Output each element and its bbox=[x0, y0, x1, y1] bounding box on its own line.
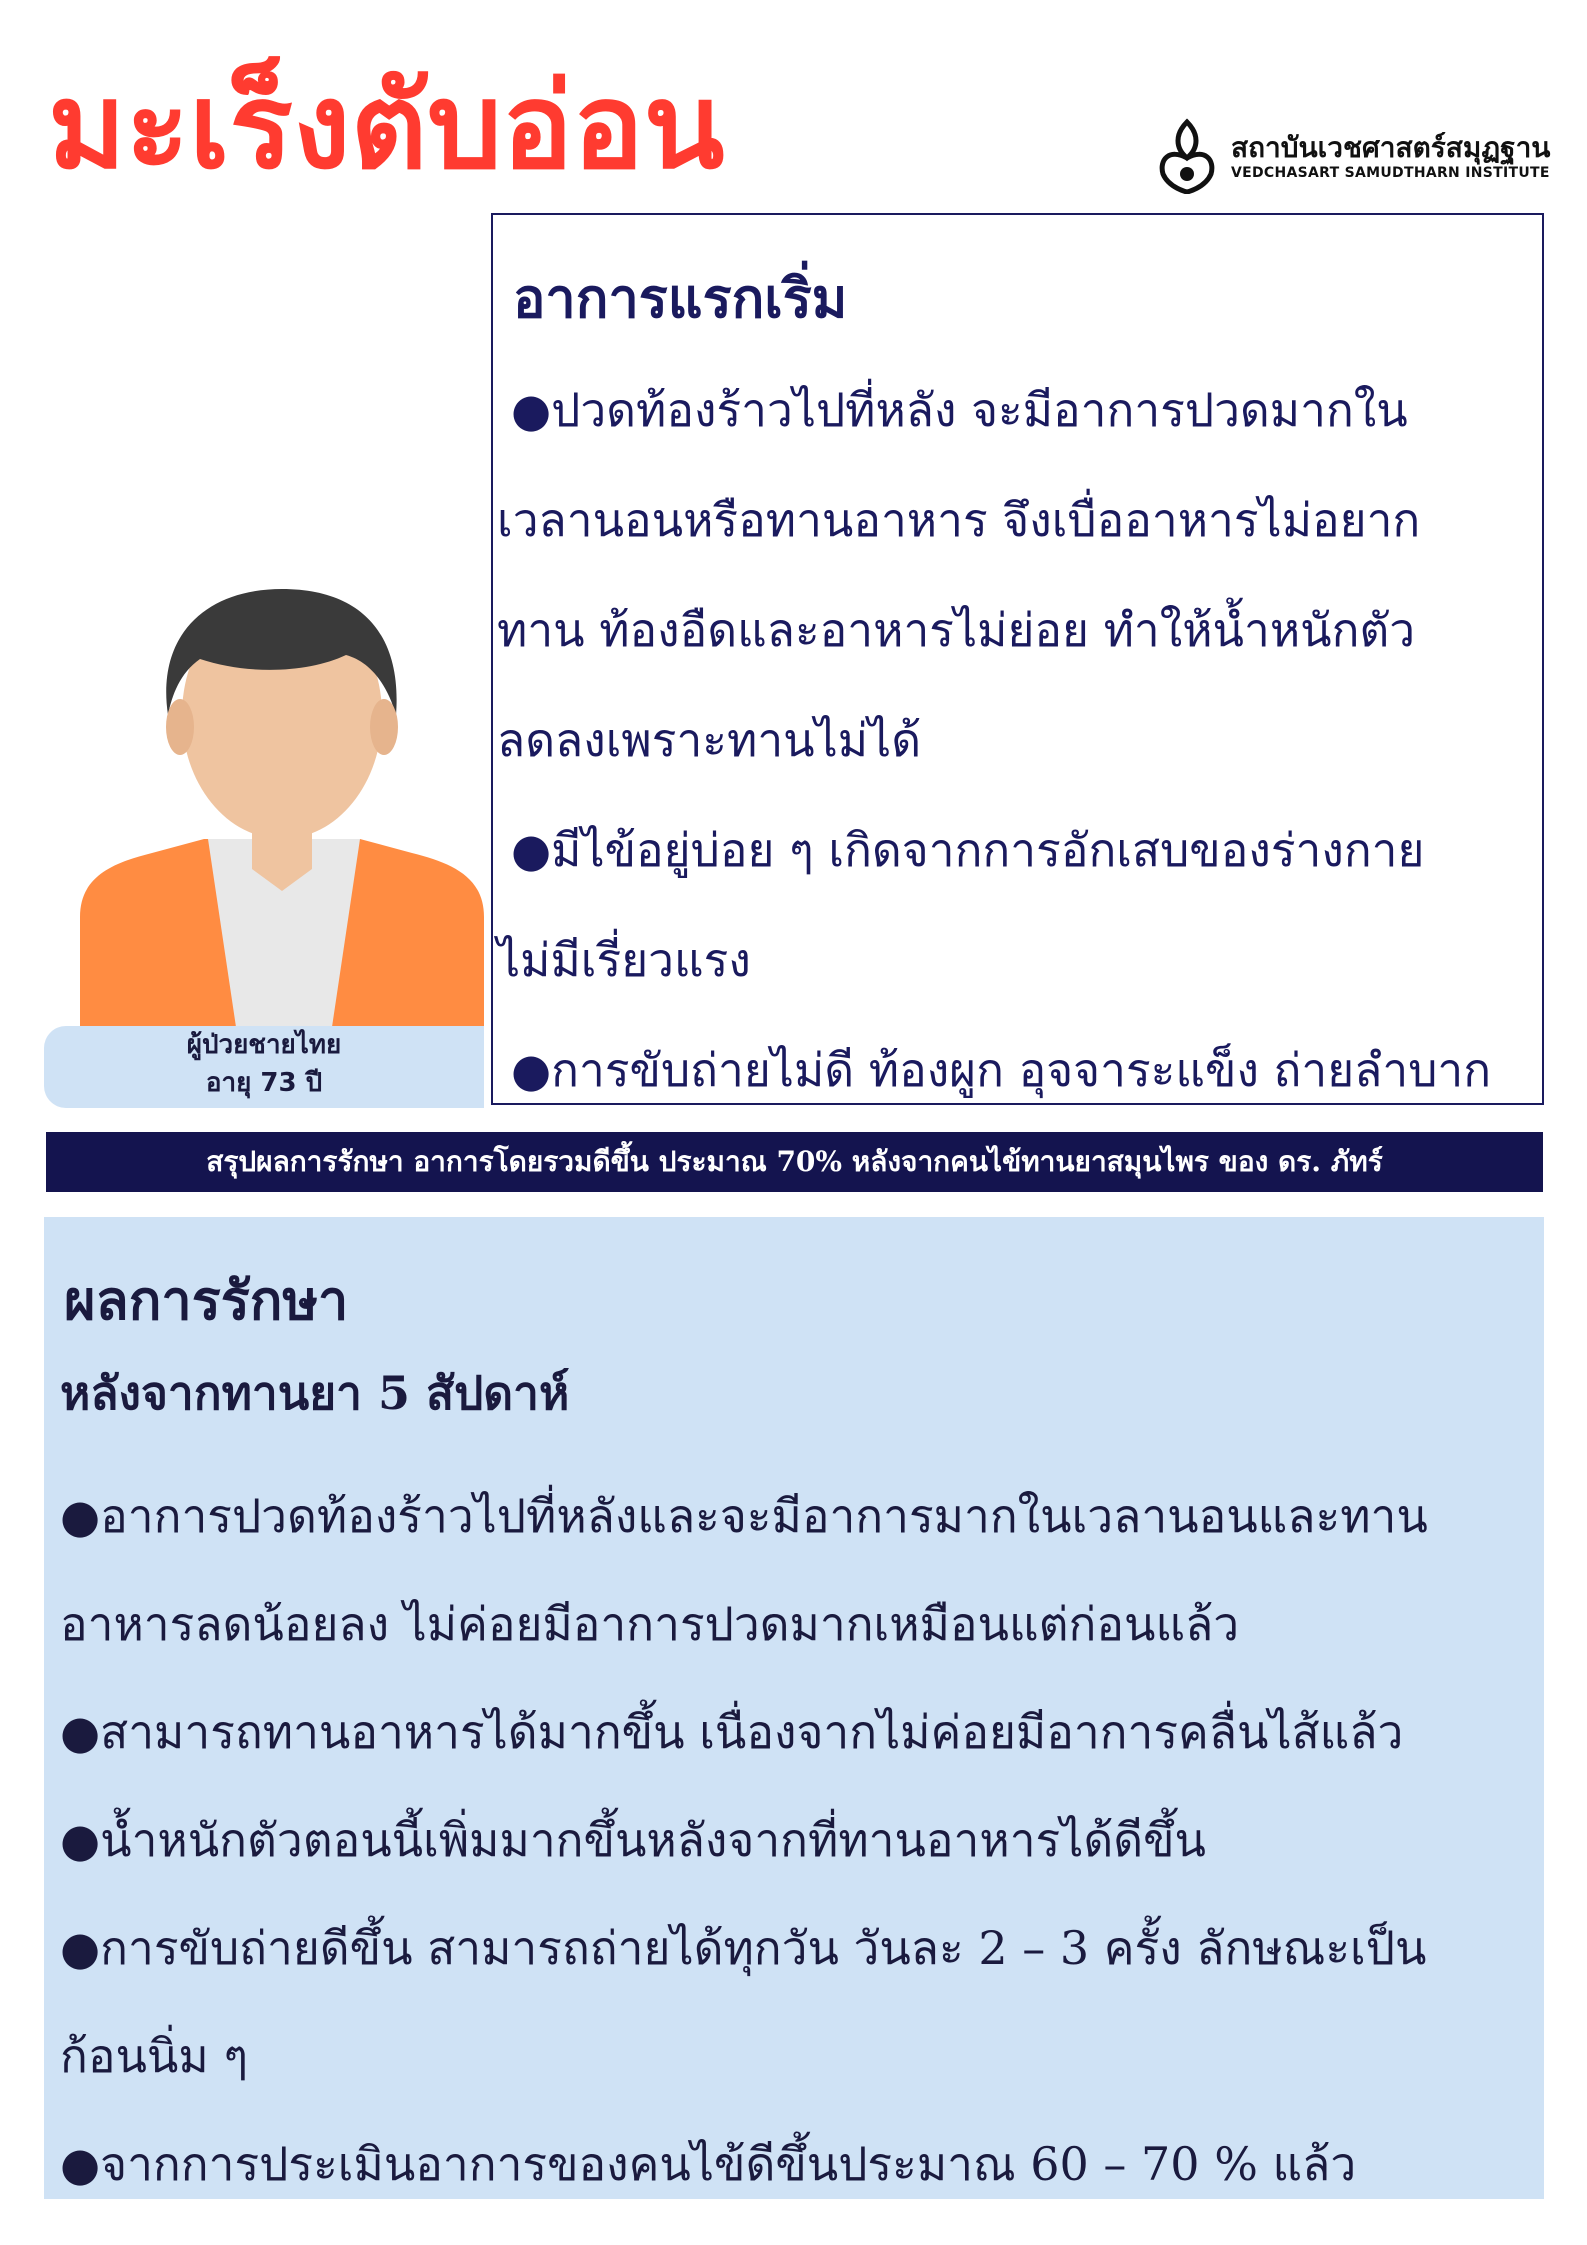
results-heading: ผลการรักษา bbox=[64, 1268, 349, 1332]
symptoms-heading: อาการแรกเริ่ม bbox=[513, 266, 848, 330]
symptoms-list bbox=[493, 355, 1544, 1105]
symptom-line: ลดลงเพราะทานไม่ได้ bbox=[497, 713, 922, 767]
treatment-results-panel bbox=[44, 1217, 1544, 2199]
logo-name-th: สถาบันเวชศาสตร์สมุฏฐาน bbox=[1231, 131, 1551, 165]
result-line: ●การขับถ่ายดีขึ้น สามารถถ่ายได้ทุกวัน วันละ 2 – 3 ครั้ง ลักษณะเป็น bbox=[60, 1921, 1427, 1975]
symptom-line: ●มีไข้อยู่บ่อย ๆ เกิดจากการอักเสบของร่างกาย bbox=[511, 823, 1425, 877]
institute-logo bbox=[1155, 118, 1550, 194]
symptom-line: ไม่มีเรี่ยวแรง bbox=[497, 933, 751, 987]
patient-avatar-icon bbox=[72, 577, 492, 1027]
patient-info-label bbox=[44, 1026, 484, 1108]
patient-age: อายุ 73 ปี bbox=[205, 1068, 323, 1098]
results-subheading: หลังจากทานยา 5 สัปดาห์ bbox=[60, 1366, 570, 1420]
logo-name-en: VEDCHASART SAMUDTHARN INSTITUTE bbox=[1231, 164, 1550, 181]
symptom-line: เวลานอนหรือทานอาหาร จึงเบื่ออาหารไม่อยาก bbox=[497, 493, 1421, 547]
result-line: ●จากการประเมินอาการของคนไข้ดีขึ้นประมาณ 60 – 70 % แล้ว bbox=[60, 2137, 1357, 2191]
result-line: ●อาการปวดท้องร้าวไปที่หลังและจะมีอาการมากในเวลานอนและทาน bbox=[60, 1489, 1428, 1543]
initial-symptoms-box bbox=[491, 213, 1544, 1105]
symptom-line: ●ปวดท้องร้าวไปที่หลัง จะมีอาการปวดมากใน bbox=[511, 383, 1408, 437]
result-line: ●สามารถทานอาหารได้มากขึ้น เนื่องจากไม่ค่อยมีอาการคลื่นไส้แล้ว bbox=[60, 1705, 1404, 1759]
treatment-summary-bar: สรุปผลการรักษา อาการโดยรวมดีขึ้น ประมาณ 70% หลังจากคนไข้ทานยาสมุนไพร ของ ดร. ภัทร์ bbox=[46, 1132, 1543, 1192]
symptom-line: ●การขับถ่ายไม่ดี ท้องผูก อุจจาระแข็ง ถ่ายลำบาก bbox=[511, 1043, 1492, 1097]
lotus-logo-icon bbox=[1155, 118, 1219, 194]
result-line: ●น้ำหนักตัวตอนนี้เพิ่มมากขึ้นหลังจากที่ทานอาหารได้ดีขึ้น bbox=[60, 1813, 1207, 1867]
results-list bbox=[60, 1462, 1530, 2199]
symptom-line: ทาน ท้องอืดและอาหารไม่ย่อย ทำให้น้ำหนักตัว bbox=[497, 603, 1416, 657]
result-line: ก้อนนิ่ม ๆ bbox=[60, 2029, 249, 2083]
result-line: อาหารลดน้อยลง ไม่ค่อยมีอาการปวดมากเหมือนแต่ก่อนแล้ว bbox=[60, 1597, 1240, 1651]
page-title: มะเร็งตับอ่อน bbox=[48, 57, 725, 195]
patient-description: ผู้ป่วยชายไทย bbox=[186, 1030, 342, 1060]
